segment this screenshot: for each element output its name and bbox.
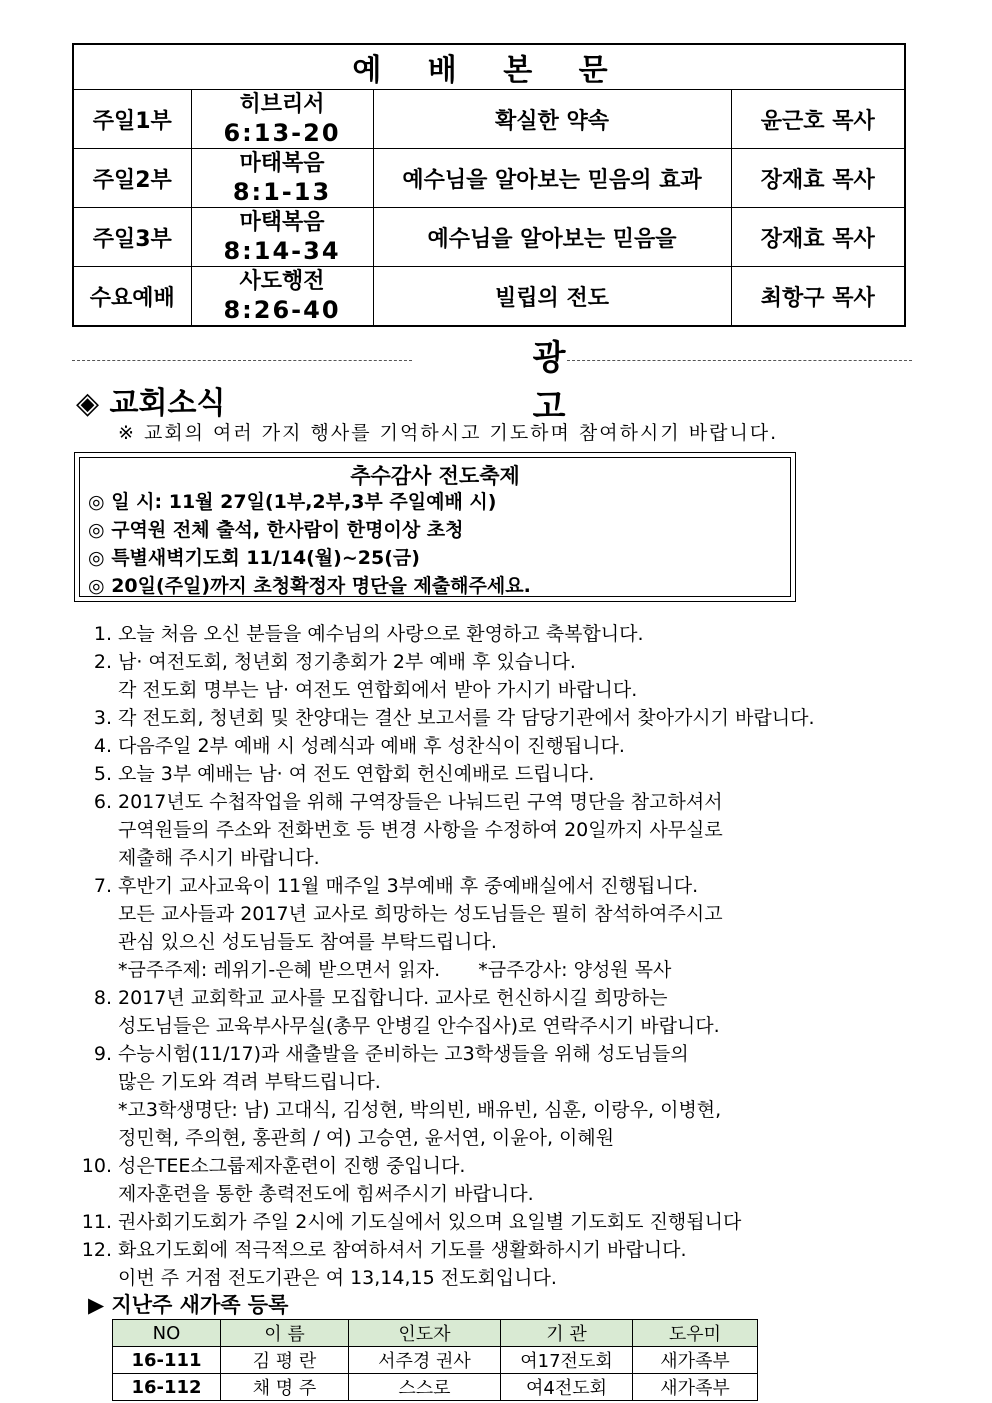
list-item-text: 다음주일 2부 예배 시 성례식과 예배 후 성찬식이 진행됩니다.	[118, 735, 625, 757]
list-item	[72, 704, 912, 732]
list-item	[72, 732, 912, 760]
table-row	[113, 1374, 758, 1401]
list-item-number: 11.	[81, 1211, 112, 1233]
festival-title: 추수감사 전도축제	[350, 464, 520, 488]
list-item-continuation: 많은 기도와 격려 부탁드립니다.	[118, 1071, 381, 1093]
list-item	[72, 984, 912, 1012]
list-item-text: 오늘 처음 오신 분들을 예수님의 사랑으로 환영하고 축복합니다.	[118, 623, 644, 645]
scripture-book: 사도행전	[239, 269, 325, 294]
table-cell: 스스로	[349, 1374, 501, 1401]
sermon-title: 빌립의 전도	[373, 267, 731, 327]
festival-item: ◎ 20일(주일)까지 초청확정자 명단을 제출해주세요.	[88, 575, 531, 597]
list-item-number: 2.	[93, 651, 112, 673]
festival-item: ◎ 구역원 전체 출석, 한사람이 한명이상 초청	[88, 519, 464, 541]
dashed-divider	[72, 360, 412, 361]
list-item-continuation: 관심 있으신 성도님들도 참여를 부탁드립니다.	[118, 931, 497, 953]
preacher: 장재효 목사	[731, 208, 905, 267]
list-item	[72, 1208, 912, 1236]
list-item	[72, 872, 912, 900]
list-item-number: 10.	[81, 1155, 112, 1177]
column-header: 도우미	[633, 1320, 758, 1347]
list-item-number: 12.	[81, 1239, 112, 1261]
table-cell: 새가족부	[633, 1347, 758, 1374]
list-item-text: 남· 여전도회, 청년회 정기총회가 2부 예배 후 있습니다.	[118, 651, 576, 673]
registration-table	[112, 1319, 758, 1401]
scripture-book: 히브리서	[239, 92, 325, 117]
list-item-continuation: 제자훈련을 통한 총력전도에 힘써주시기 바랍니다.	[118, 1183, 534, 1205]
column-header: 이 름	[221, 1320, 349, 1347]
registration-title: ▶ 지난주 새가족 등록	[88, 1293, 289, 1317]
column-header: 인도자	[349, 1320, 501, 1347]
worship-row	[73, 267, 905, 327]
preacher: 장재효 목사	[731, 149, 905, 208]
preacher: 최항구 목사	[731, 267, 905, 327]
column-header: NO	[113, 1320, 221, 1347]
worship-row	[73, 149, 905, 208]
column-header: 기 관	[501, 1320, 633, 1347]
service-name: 주일3부	[73, 208, 191, 267]
preacher: 윤근호 목사	[731, 90, 905, 149]
list-item-continuation: *고3학생명단: 남) 고대식, 김성현, 박의빈, 배유빈, 심훈, 이랑우, 이병현,	[118, 1099, 722, 1121]
dashed-divider	[567, 360, 912, 361]
notice-list	[72, 620, 912, 1292]
scripture	[191, 90, 373, 149]
scripture	[191, 149, 373, 208]
list-item-continuation: 제출해 주시기 바랍니다.	[118, 847, 320, 869]
table-cell: 여4전도회	[501, 1374, 633, 1401]
list-item-number: 6.	[93, 791, 112, 813]
scripture-ref: 8:26-40	[223, 296, 341, 324]
list-item-continuation: 구역원들의 주소와 전화번호 등 변경 사항을 수정하여 20일까지 사무실로	[118, 819, 723, 841]
list-item-text: 수능시험(11/17)과 새출발을 준비하는 고3학생들을 위해 성도님들의	[118, 1043, 689, 1065]
list-item	[72, 760, 912, 788]
list-item-number: 1.	[93, 623, 112, 645]
list-item-text: 2017년 교회학교 교사를 모집합니다. 교사로 헌신하시길 희망하는	[118, 987, 668, 1009]
list-item-number: 7.	[93, 875, 112, 897]
table-row	[113, 1347, 758, 1374]
table-cell: 16-111	[113, 1347, 221, 1374]
list-item	[72, 1152, 912, 1180]
list-item-text: 각 전도회, 청년회 및 찬양대는 결산 보고서를 각 담당기관에서 찾아가시기 바랍니다.	[118, 707, 815, 729]
list-item-continuation: 모든 교사들과 2017년 교사로 희망하는 성도님들은 필히 참석하여주시고	[118, 903, 723, 925]
worship-title: 예 배 본 문	[73, 44, 905, 90]
table-cell: 여17전도회	[501, 1347, 633, 1374]
registration-header-row	[113, 1320, 758, 1347]
table-cell: 새가족부	[633, 1374, 758, 1401]
scripture-book: 마택복음	[239, 210, 325, 235]
service-name: 수요예배	[73, 267, 191, 327]
worship-row	[73, 208, 905, 267]
table-cell: 채 명 주	[221, 1374, 349, 1401]
service-name: 주일1부	[73, 90, 191, 149]
list-item-text: 후반기 교사교육이 11월 매주일 3부예배 후 중예배실에서 진행됩니다.	[118, 875, 699, 897]
list-item	[72, 1236, 912, 1264]
list-item-text: 2017년도 수첩작업을 위해 구역장들은 나눠드린 구역 명단을 참고하셔서	[118, 791, 723, 813]
list-item-number: 5.	[93, 763, 112, 785]
list-item-number: 4.	[93, 735, 112, 757]
list-item-text: 권사회기도회가 주일 2시에 기도실에서 있으며 요일별 기도회도 진행됩니다	[118, 1211, 742, 1233]
table-cell: 16-112	[113, 1374, 221, 1401]
scripture	[191, 208, 373, 267]
list-item	[72, 620, 912, 648]
scripture-ref: 6:13-20	[223, 119, 341, 147]
list-item-continuation: 정민혁, 주의현, 홍관희 / 여) 고승연, 윤서연, 이윤아, 이혜원	[118, 1127, 615, 1149]
list-item-number: 8.	[93, 987, 112, 1009]
scripture-ref: 8:1-13	[232, 178, 332, 206]
list-item-text: 성은TEE소그룹제자훈련이 진행 중입니다.	[118, 1155, 466, 1177]
church-news-subtitle: ※ 교회의 여러 가지 행사를 기억하시고 기도하며 참여하시기 바랍니다.	[118, 422, 779, 444]
announcement-title: 광 고	[532, 338, 602, 427]
festival-item: ◎ 특별새벽기도회 11/14(월)~25(금)	[88, 547, 420, 569]
list-item-number: 3.	[93, 707, 112, 729]
worship-table	[72, 43, 906, 327]
list-item-number: 9.	[93, 1043, 112, 1065]
service-name: 주일2부	[73, 149, 191, 208]
sermon-title: 예수님을 알아보는 믿음을	[373, 208, 731, 267]
list-item-continuation: 성도님들은 교육부사무실(총무 안병길 안수집사)로 연락주시기 바랍니다.	[118, 1015, 720, 1037]
sermon-title: 확실한 약속	[373, 90, 731, 149]
table-cell: 김 평 란	[221, 1347, 349, 1374]
list-item-continuation: 이번 주 거점 전도기관은 여 13,14,15 전도회입니다.	[118, 1267, 557, 1289]
list-item	[72, 648, 912, 676]
list-item	[72, 1040, 912, 1068]
worship-row	[73, 90, 905, 149]
list-item-text: 오늘 3부 예배는 남· 여 전도 연합회 헌신예배로 드립니다.	[118, 763, 595, 785]
table-cell: 서주경 권사	[349, 1347, 501, 1374]
list-item-text: 화요기도회에 적극적으로 참여하셔서 기도를 생활화하시기 바랍니다.	[118, 1239, 687, 1261]
scripture-book: 마태복음	[239, 151, 325, 176]
list-item-continuation: *금주주제: 레위기-은혜 받으면서 읽자. *금주강사: 양성원 목사	[118, 959, 672, 981]
scripture-ref: 8:14-34	[223, 237, 341, 265]
scripture	[191, 267, 373, 327]
list-item-continuation: 각 전도회 명부는 남· 여전도 연합회에서 받아 가시기 바랍니다.	[118, 679, 638, 701]
sermon-title: 예수님을 알아보는 믿음의 효과	[373, 149, 731, 208]
festival-box	[74, 452, 796, 602]
festival-item: ◎ 일 시: 11월 27일(1부,2부,3부 주일예배 시)	[88, 491, 497, 513]
church-news-heading: ◈ 교회소식	[76, 386, 226, 421]
list-item	[72, 788, 912, 816]
